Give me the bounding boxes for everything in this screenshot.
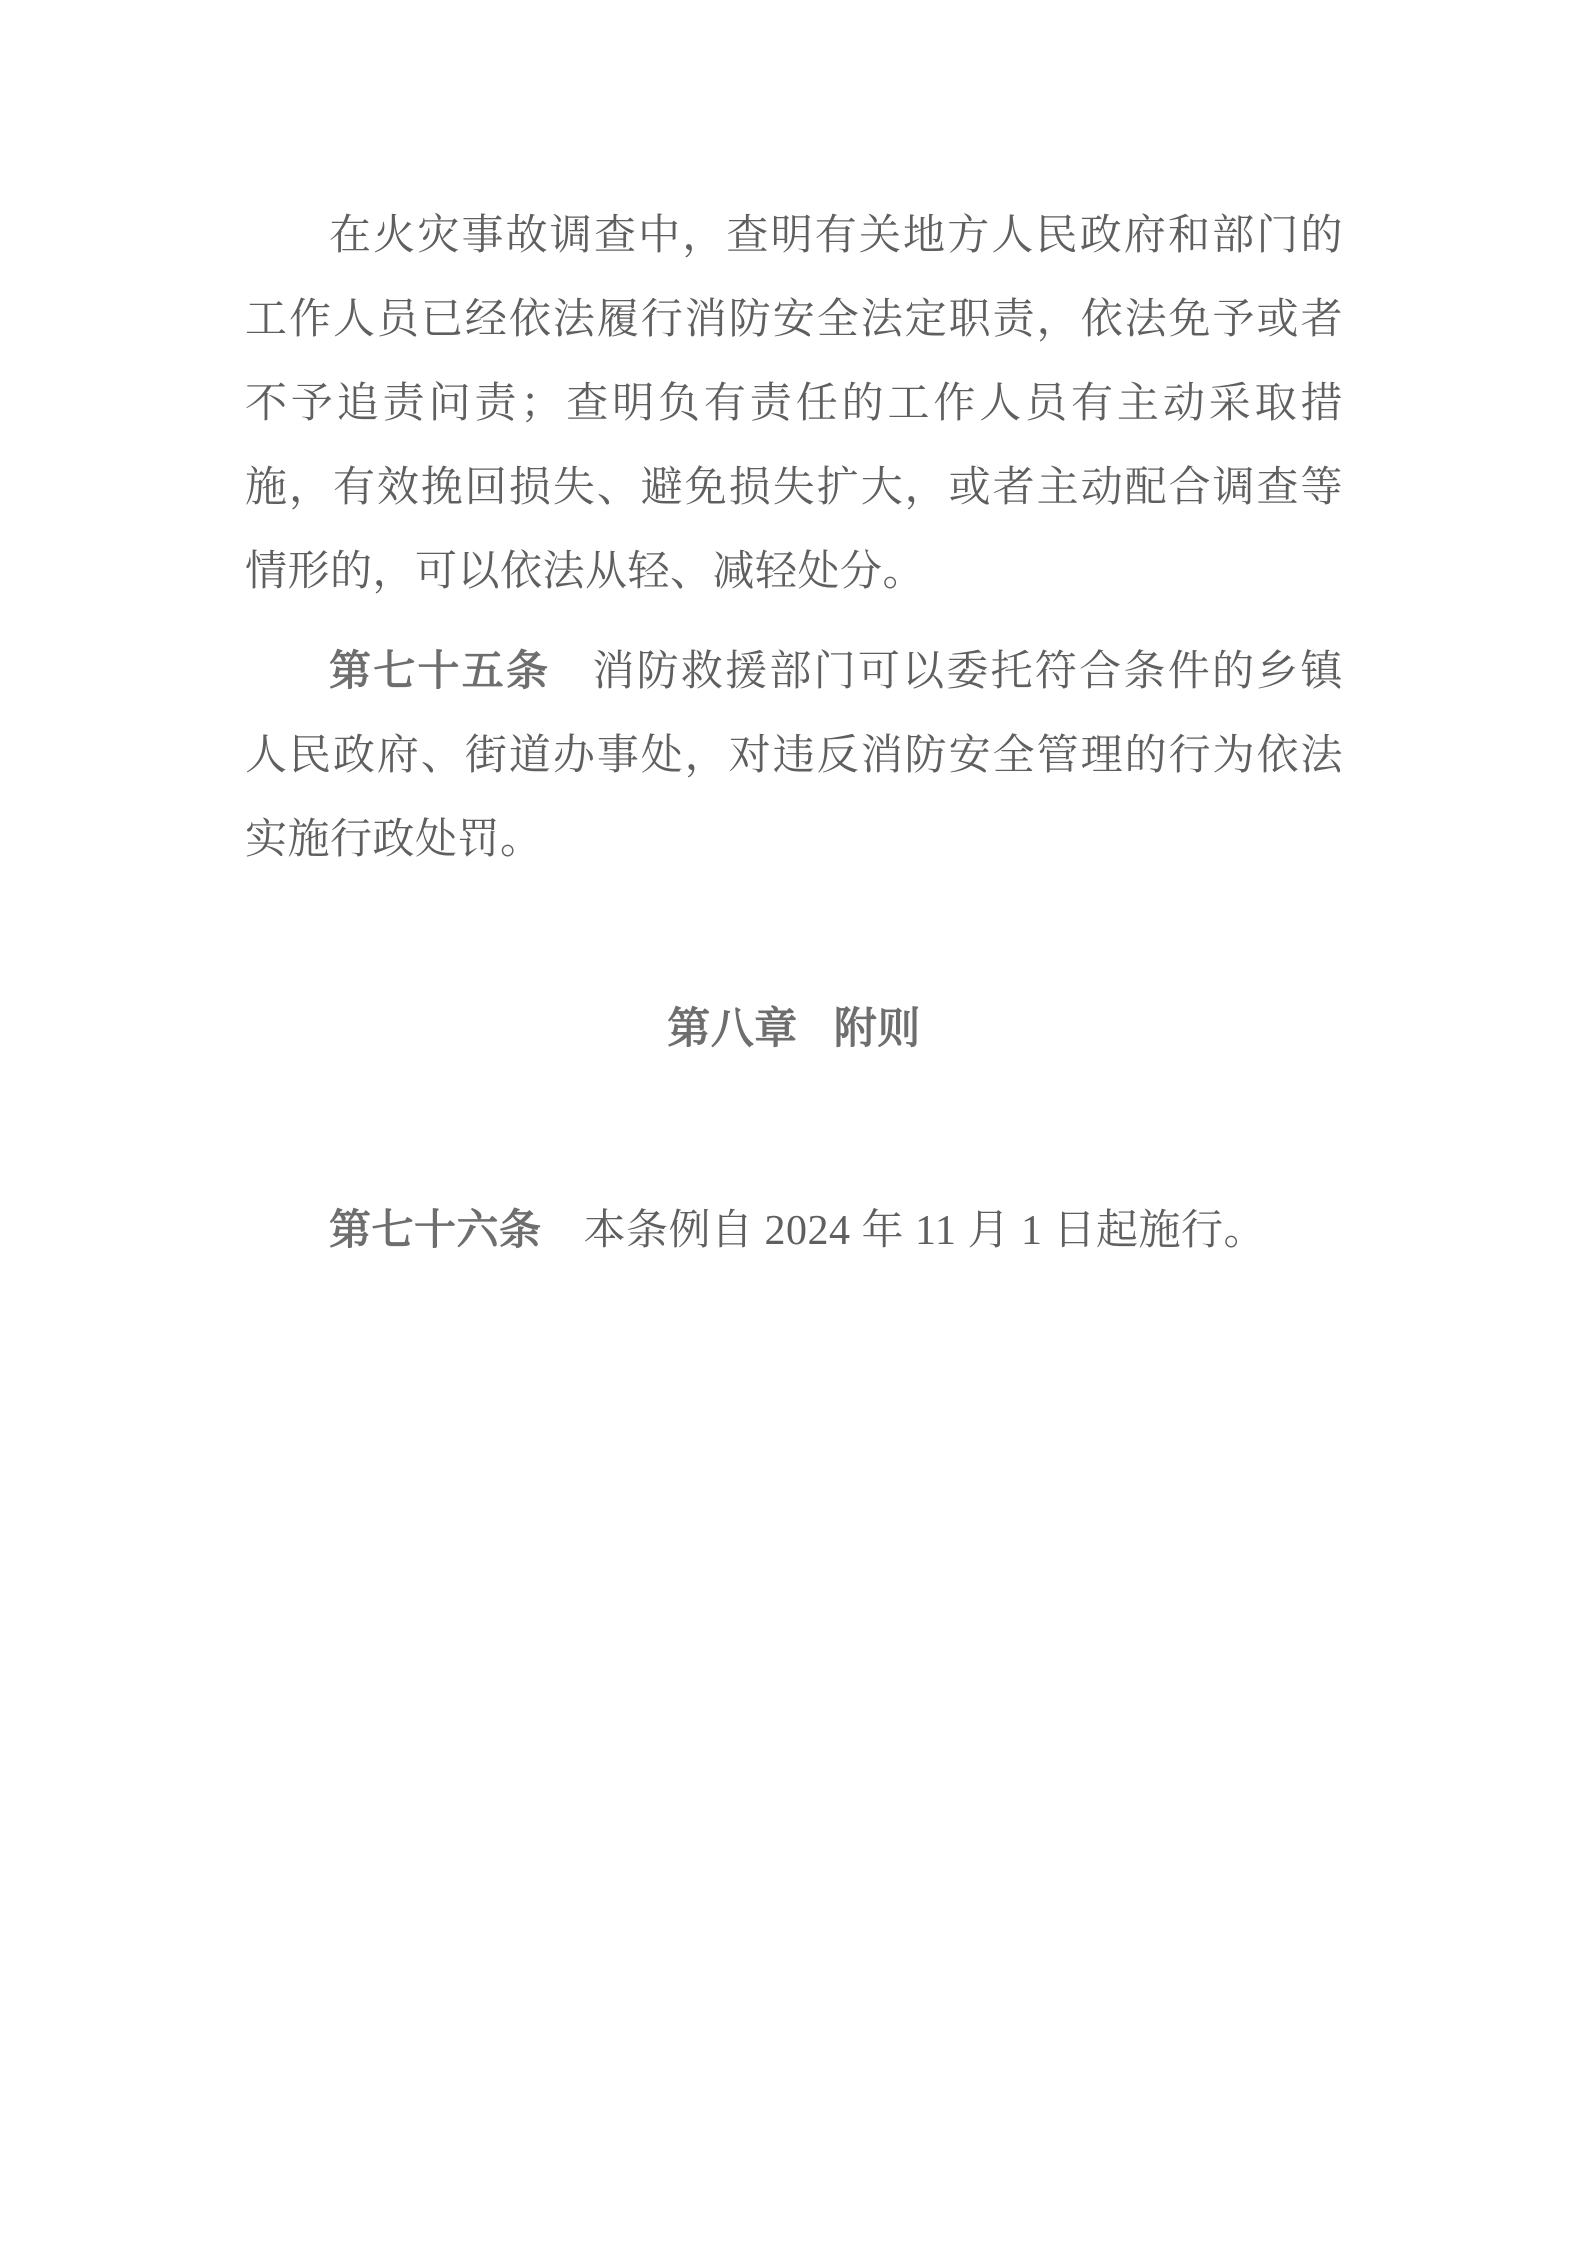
- paragraph-article-76: [245, 1188, 1343, 1273]
- paragraph-article-75: [245, 629, 1343, 882]
- chapter-heading: [245, 987, 1343, 1071]
- document-text-column: [245, 194, 1343, 1273]
- paragraph-text: 在火灾事故调查中，查明有关地方人民政府和部门的工作人员已经依法履行消防安全法定职责，依法免予或者不予追责问责；查明负有责任的工作人员有主动采取措施，有效挽回损失、避免损失扩大，或者主动配合调查等情形的，可以依法从轻、减轻处分。: [245, 213, 1343, 595]
- article-number-76: 第七十六条: [329, 1206, 542, 1253]
- chapter-title: 附则: [833, 1005, 921, 1053]
- article-number-75: 第七十五条: [329, 647, 551, 694]
- paragraph-text: 消防救援部门可以委托符合条件的乡镇人民政府、街道办事处，对违反消防安全管理的行为依法实施行政处罚。: [245, 649, 1343, 863]
- paragraph-investigation-accountability: [245, 194, 1343, 614]
- paragraph-text: 本条例自 2024 年 11 月 1 日起施行。: [583, 1208, 1266, 1254]
- chapter-number: 第八章: [667, 1005, 798, 1053]
